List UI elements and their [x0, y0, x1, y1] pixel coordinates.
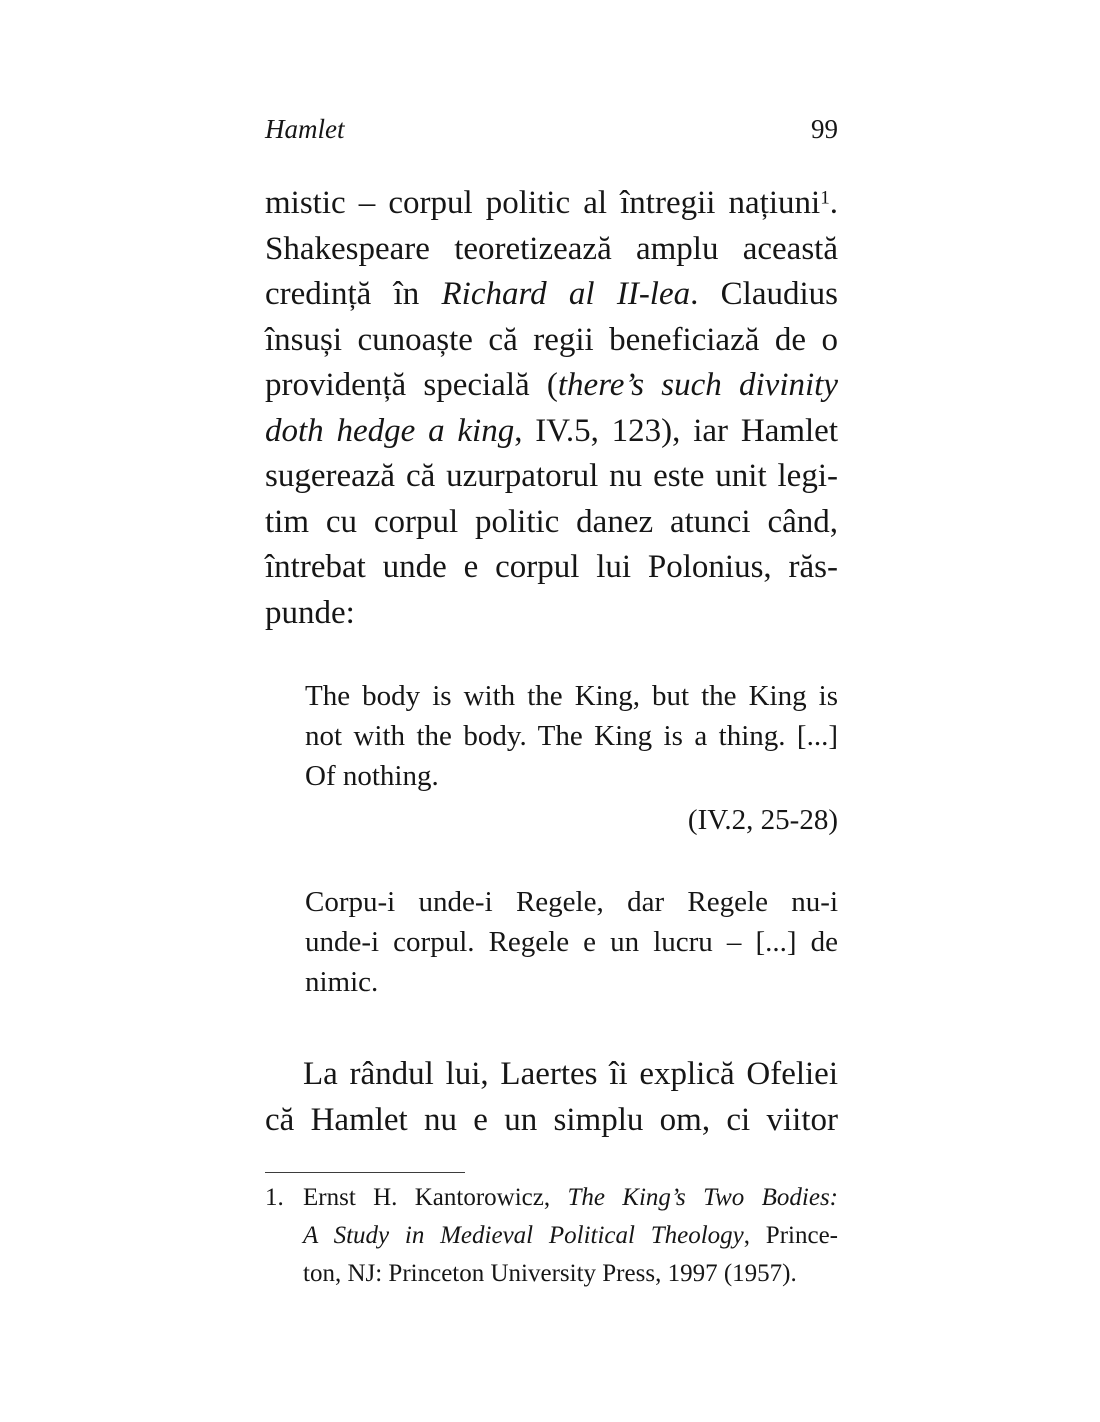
footnote-text: [303, 1179, 838, 1293]
running-header: [265, 113, 838, 145]
text-line: că Hamlet nu e un simplu om, ci viitor: [265, 1101, 838, 1138]
footnote: [265, 1179, 838, 1293]
text-line: punde:: [265, 594, 355, 631]
text-line: unde-i corpul. Regele e un lucru – [...] de: [305, 926, 838, 958]
text-line: tim cu corpul politic danez atunci când,: [265, 503, 838, 540]
text-line: Of nothing.: [305, 760, 439, 792]
text-line: doth hedge a king, IV.5, 123), iar Hamlet: [265, 412, 838, 449]
footnote-separator-rule: [265, 1172, 465, 1173]
text-line: not with the body. The King is a thing. [...]: [305, 720, 838, 752]
text-line: credință în Richard al II-lea. Claudius: [265, 276, 839, 312]
blockquote-english: [305, 676, 838, 840]
text-line: A Study in Medieval Political Theology, Prince-: [303, 1222, 838, 1249]
text-line: însuși cunoaște că regii beneficiază de o: [265, 321, 838, 358]
text-line: mistic – corpul politic al întregii națiuni$^1$.: [265, 185, 838, 221]
text-line: Ernst H. Kantorowicz, The King’s Two Bodies:: [303, 1184, 838, 1211]
text-line: La rândul lui, Laertes îi explică Ofeliei: [303, 1056, 838, 1092]
text-line: providență specială (there’s such divinity: [265, 367, 838, 403]
blockquote-english-lines: [305, 676, 838, 796]
paragraph-second: [265, 1052, 838, 1143]
text-line: Shakespeare teoretizează amplu această: [265, 230, 838, 267]
quote-attribution: (IV.2, 25-28): [687, 804, 838, 836]
text-line: întrebat unde e corpul lui Polonius, răs-: [265, 549, 838, 585]
text-line: Corpu-i unde-i Regele, dar Regele nu-i: [305, 886, 838, 918]
page-number: 99: [811, 114, 838, 144]
running-header-title: Hamlet: [265, 114, 345, 144]
footnote-number: 1.: [265, 1184, 284, 1211]
paragraph-main: [265, 181, 838, 636]
text-line: The body is with the King, but the King is: [305, 680, 838, 712]
text-line: ton, NJ: Princeton University Press, 1997 (1957).: [303, 1260, 797, 1287]
text-line: nimic.: [305, 966, 379, 998]
text-line: sugerează că uzurpatorul nu este unit legi-: [265, 458, 838, 494]
blockquote-romanian: [305, 882, 838, 1002]
